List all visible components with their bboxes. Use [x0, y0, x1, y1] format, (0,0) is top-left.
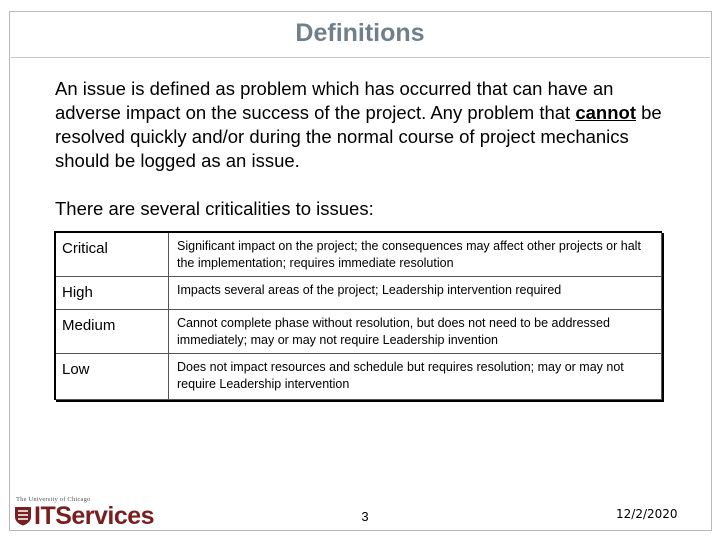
logo-text: ITServices: [34, 502, 155, 530]
criticality-description: Significant impact on the project; the consequences may affect other projects or halt the implementation; requires immediate resolution: [169, 232, 662, 277]
intro-text-after: be resolved quickly and/or during the normal course of project mechanics should be logged as an issue.: [55, 102, 662, 171]
criticality-description: Impacts several areas of the project; Leadership intervention required: [169, 277, 662, 310]
criticality-level: Low: [55, 354, 169, 400]
intro-text-before: An issue is defined as problem which has occurred that can have an adverse impact on the success of the project. Any problem that: [55, 78, 614, 123]
table-row: [55, 277, 662, 310]
slide-date: 12/2/2020: [616, 507, 678, 521]
title-divider: [11, 57, 710, 58]
criticality-table: [54, 231, 662, 400]
criticality-description: Does not impact resources and schedule but requires resolution; may or may not require Leadership intervention: [169, 354, 662, 400]
criticality-subhead: There are several criticalities to issues:: [55, 198, 374, 219]
itservices-logo: [14, 502, 155, 530]
shield-icon: [14, 506, 32, 526]
criticality-level: Medium: [55, 310, 169, 354]
criticality-level: Critical: [55, 232, 169, 277]
intro-paragraph: [55, 77, 680, 173]
page-number: 3: [361, 509, 369, 524]
criticality-level: High: [55, 277, 169, 310]
slide-title: Definitions: [295, 19, 425, 47]
table-row: [55, 232, 662, 277]
table-row: [55, 310, 662, 354]
criticality-description: Cannot complete phase without resolution, but does not need to be addressed immediately; may or may not require Leadership invention: [169, 310, 662, 354]
table-row: [55, 354, 662, 400]
org-name-small: The University of Chicago: [16, 496, 91, 503]
intro-emphasis: cannot: [575, 102, 636, 123]
